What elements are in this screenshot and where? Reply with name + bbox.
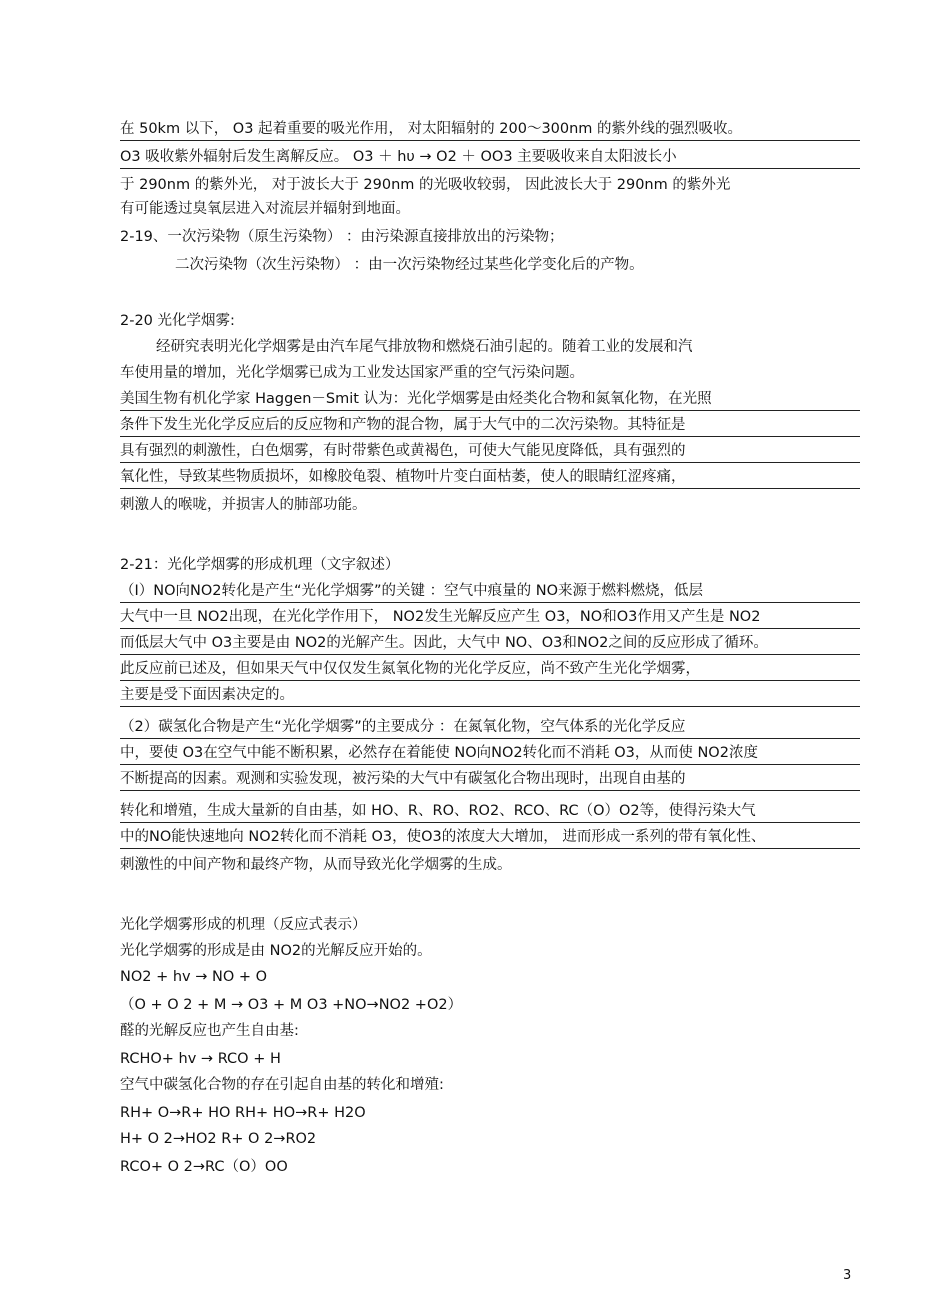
equation-line: NO2 + hv → NO + O — [120, 969, 268, 985]
text-line: 而低层大气中 O3主要是由 NO2的光解产生。因此，大气中 NO、O3和NO2之间的反应形成了循环。 — [120, 632, 860, 655]
text-line: O3 吸收紫外辐射后发生离解反应。 O3 ＋ hυ → O2 ＋ OO3 主要吸收来自太阳波长小 — [120, 146, 860, 169]
text-line: 刺激性的中间产物和最终产物，从而导致光化学烟雾的生成。 — [120, 857, 512, 873]
text-line: 醛的光解反应也产生自由基: — [120, 1023, 299, 1039]
text-line: 条件下发生光化学反应后的反应物和产物的混合物，属于大气中的二次污染物。其特征是 — [120, 414, 860, 437]
section-heading: 2-20 光化学烟雾: — [120, 313, 235, 329]
equation-line: RCHO+ hv → RCO + H — [120, 1051, 281, 1067]
text-line: 于 290nm 的紫外光， 对于波长大于 290nm 的光吸收较弱， 因此波长大于 290nm 的紫外光 — [120, 177, 731, 193]
text-line: 主要是受下面因素决定的。 — [120, 684, 860, 707]
text-line: （2）碳氢化合物是产生“光化学烟雾”的主要成分 ：在氮氧化物，空气体系的光化学反应 — [120, 716, 860, 739]
text-line: 不断提高的因素。观测和实验发现，被污染的大气中有碳氢化合物出现时，出现自由基的 — [120, 768, 860, 791]
equation-line: RCO+ O 2→RC（O）OO — [120, 1159, 288, 1175]
text-line: 经研究表明光化学烟雾是由汽车尾气排放物和燃烧石油引起的。随着工业的发展和汽 — [156, 339, 693, 355]
text-line: 有可能透过臭氧层进入对流层并辐射到地面。 — [120, 201, 410, 217]
text-line: （I）NO向NO2转化是产生“光化学烟雾”的关键 ：空气中痕量的 NO来源于燃料燃烧，低层 — [120, 580, 860, 603]
text-line: 转化和增殖，生成大量新的自由基，如 HO、R、RO、RO2、RCO、RC（O）O2等，使得污染大气 — [120, 800, 860, 823]
text-line: 氧化性，导致某些物质损坏，如橡胶龟裂、植物叶片变白面枯萎，使人的眼睛红涩疼痛， — [120, 466, 860, 489]
equation-line: H+ O 2→HO2 R+ O 2→RO2 — [120, 1131, 317, 1147]
text-line: 刺激人的喉咙，并损害人的肺部功能。 — [120, 497, 367, 513]
text-line: 空气中碳氢化合物的存在引起自由基的转化和增殖: — [120, 1077, 444, 1093]
text-line: 2-19、一次污染物（原生污染物） ：由污染源直接排放出的污染物； — [120, 229, 564, 245]
text-line: 此反应前已述及，但如果天气中仅仅发生氮氧化物的光化学反应，尚不致产生光化学烟雾， — [120, 658, 860, 681]
text-line: 二次污染物（次生污染物） ：由一次污染物经过某些化学变化后的产物。 — [175, 257, 644, 273]
text-line: 具有强烈的刺激性，白色烟雾，有时带紫色或黄褐色，可使大气能见度降低，具有强烈的 — [120, 440, 860, 463]
text-line: 车使用量的增加，光化学烟雾已成为工业发达国家严重的空气污染问题。 — [120, 365, 584, 381]
equation-line: RH+ O→R+ HO RH+ HO→R+ H2O — [120, 1105, 366, 1121]
text-line: 大气中一旦 NO2出现，在光化学作用下， NO2发生光解反应产生 O3，NO和O3作用又产生是 NO2 — [120, 606, 860, 629]
equation-line: （O + O 2 + M → O3 + M O3 +NO→NO2 +O2） — [120, 997, 463, 1013]
page-number: 3 — [843, 1268, 852, 1283]
section-heading: 2-21：光化学烟雾的形成机理（文字叙述） — [120, 557, 400, 573]
text-line: 光化学烟雾的形成是由 NO2的光解反应开始的。 — [120, 943, 432, 959]
section-heading: 光化学烟雾形成的机理（反应式表示） — [120, 917, 367, 933]
text-line: 在 50km 以下， O3 起着重要的吸光作用， 对太阳辐射的 200～300nm 的紫外线的强烈吸收。 — [120, 118, 860, 141]
text-line: 美国生物有机化学家 Haggen－Smit 认为：光化学烟雾是由烃类化合物和氮氧化物，在光照 — [120, 388, 860, 411]
text-line: 中的NO能快速地向 NO2转化而不消耗 O3，使O3的浓度大大增加， 进而形成一系列的带有氧化性、 — [120, 826, 860, 849]
text-line: 中，要使 O3在空气中能不断积累，必然存在着能使 NO向NO2转化而不消耗 O3，从而使 NO2浓度 — [120, 742, 860, 765]
